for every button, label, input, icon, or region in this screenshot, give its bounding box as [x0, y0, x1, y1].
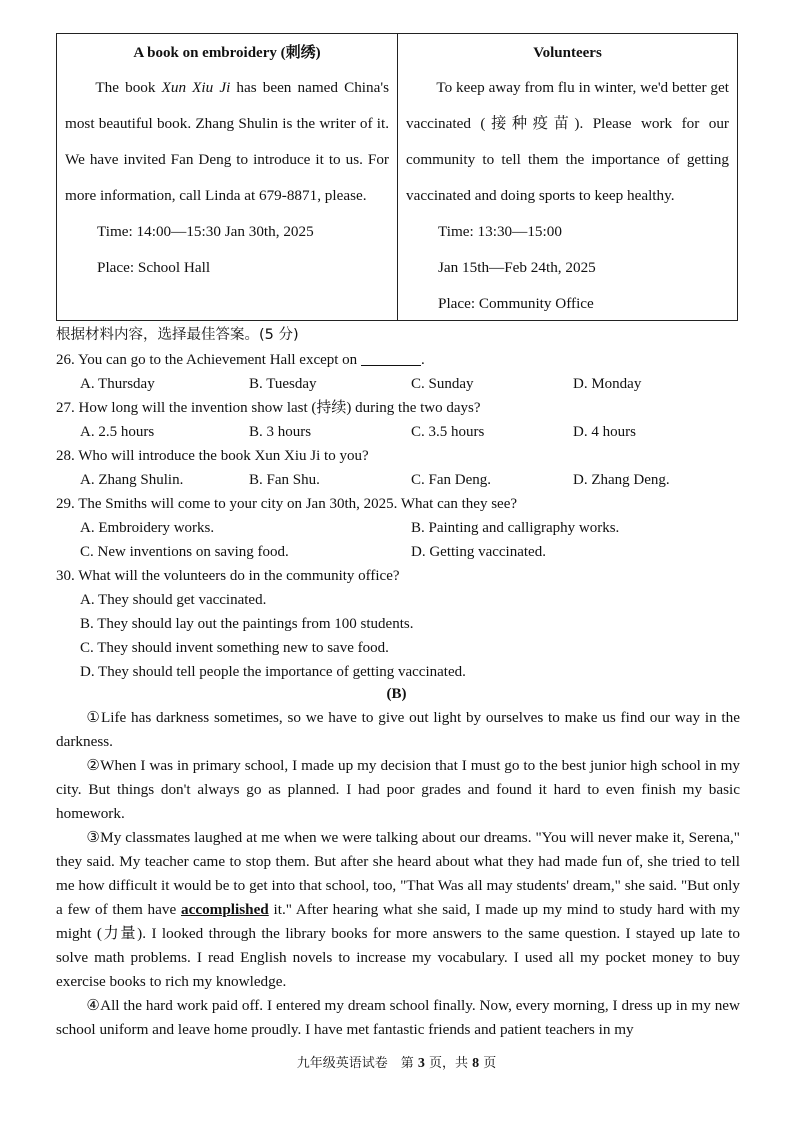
option-b[interactable]: B. Fan Shu. [249, 472, 320, 488]
question-options [56, 516, 746, 540]
option-a[interactable]: A. Thursday [80, 376, 155, 392]
option-c[interactable]: C. They should invent something new to save food. [80, 640, 389, 656]
notice-title: Volunteers [533, 45, 602, 61]
notice-time: Time: 13:30—15:00 [438, 223, 562, 240]
notice-body-text: The book [95, 79, 162, 96]
question-options [56, 372, 746, 396]
paragraph-3: ③My classmates laughed at me when we were talking about our dreams. "You will never make it, Serena," they said. My teacher came to stop them. But after she heard about what they had made fun of, she tried to tell me how difficult it would be to get into that school, too, "That Was all may students' dream," she said. "But only a few of them have accomplished it." After hearing what she said, I made up my mind to study hard with my might (力量). I looked through the library books for more answers to the same question. I stayed up late to solve math problems. I read English novels to increase my vocabulary. I used all my pocket money to buy exercise books to rich my knowledge. [56, 829, 740, 990]
section-heading: (B) [386, 686, 407, 702]
option-d[interactable]: D. Zhang Deng. [573, 472, 670, 488]
paragraph-4: ④All the hard work paid off. I entered my dream school finally. Now, every morning, I dress up in my new school uniform and leave home proudly. I have met fantastic friends and patient teachers in my [56, 997, 740, 1038]
page-number: 3 [417, 1056, 425, 1071]
paragraph-1: ①Life has darkness sometimes, so we have to give out light by ourselves to make us find our way in the darkness. [56, 709, 740, 750]
option-d[interactable]: D. Monday [573, 376, 642, 392]
instruction: 根据材料内容，选择最佳答案。(5 分) [56, 327, 299, 343]
notice-place: Place: School Hall [97, 259, 211, 276]
question-stem: 28. Who will introduce the book Xun Xiu Ji to you? [56, 448, 369, 464]
question-28 [56, 444, 746, 492]
notice-volunteers [397, 34, 737, 320]
option-c[interactable]: C. Fan Deng. [411, 472, 491, 488]
question-options [56, 420, 746, 444]
question-29 [56, 492, 746, 564]
option-d[interactable]: D. They should tell people the importance of getting vaccinated. [80, 664, 466, 680]
question-stem: 30. What will the volunteers do in the community office? [56, 568, 400, 584]
question-stem: 27. How long will the invention show last (持续) during the two days? [56, 400, 481, 416]
question-27 [56, 396, 746, 444]
notice-place: Place: Community Office [438, 295, 594, 312]
option-c[interactable]: C. 3.5 hours [411, 424, 485, 440]
notice-time: Time: 14:00—15:30 Jan 30th, 2025 [97, 223, 314, 240]
notice-body [65, 70, 389, 214]
question-options [56, 468, 746, 492]
option-b[interactable]: B. 3 hours [249, 424, 312, 440]
question-30 [56, 564, 746, 684]
notice-table [56, 33, 738, 321]
notice-embroidery [57, 34, 397, 320]
question-stem: 26. You can go to the Achievement Hall except on . [56, 352, 425, 368]
option-d[interactable]: D. Getting vaccinated. [411, 544, 546, 560]
page-footer: 九年级英语试卷 第 3 页，共 8 页 [296, 1056, 497, 1071]
option-d[interactable]: D. 4 hours [573, 424, 636, 440]
page-total: 8 [472, 1056, 480, 1071]
paragraph-2: ②When I was in primary school, I made up my decision that I must go to the best junior high school in my city. But things don't always go as planned. I had poor grades and found it hard to even finish my basic homework. [56, 757, 740, 822]
answer-blank [361, 351, 421, 366]
question-26 [56, 348, 746, 396]
option-c[interactable]: C. New inventions on saving food. [80, 544, 289, 560]
question-stem: 29. The Smiths will come to your city on Jan 30th, 2025. What can they see? [56, 496, 518, 512]
option-b[interactable]: B. They should lay out the paintings from 100 students. [80, 616, 414, 632]
notice-title: A book on embroidery (刺绣) [133, 45, 321, 61]
option-b[interactable]: B. Tuesday [249, 376, 317, 392]
book-name: Xun Xiu Ji [161, 79, 231, 96]
option-a[interactable]: A. Embroidery works. [80, 520, 215, 536]
option-a[interactable]: A. Zhang Shulin. [80, 472, 184, 488]
notice-body: To keep away from flu in winter, we'd better get vaccinated (接种疫苗). Please work for our community to tell them the importance of getting vaccinated and doing sports to keep healthy. [406, 79, 729, 204]
option-a[interactable]: A. They should get vaccinated. [80, 592, 267, 608]
reading-passage [56, 706, 740, 1042]
notice-dates: Jan 15th—Feb 24th, 2025 [438, 259, 596, 276]
option-b[interactable]: B. Painting and calligraphy works. [411, 520, 620, 536]
notice-body-text: has been named China's most beautiful book. Zhang Shulin is the writer of it. We have invited Fan Deng to introduce it to us. For more information, call Linda at 679-8871, please. [65, 79, 390, 204]
question-options [56, 540, 746, 564]
option-c[interactable]: C. Sunday [411, 376, 474, 392]
underlined-word: accomplished [181, 901, 269, 918]
option-a[interactable]: A. 2.5 hours [80, 424, 155, 440]
